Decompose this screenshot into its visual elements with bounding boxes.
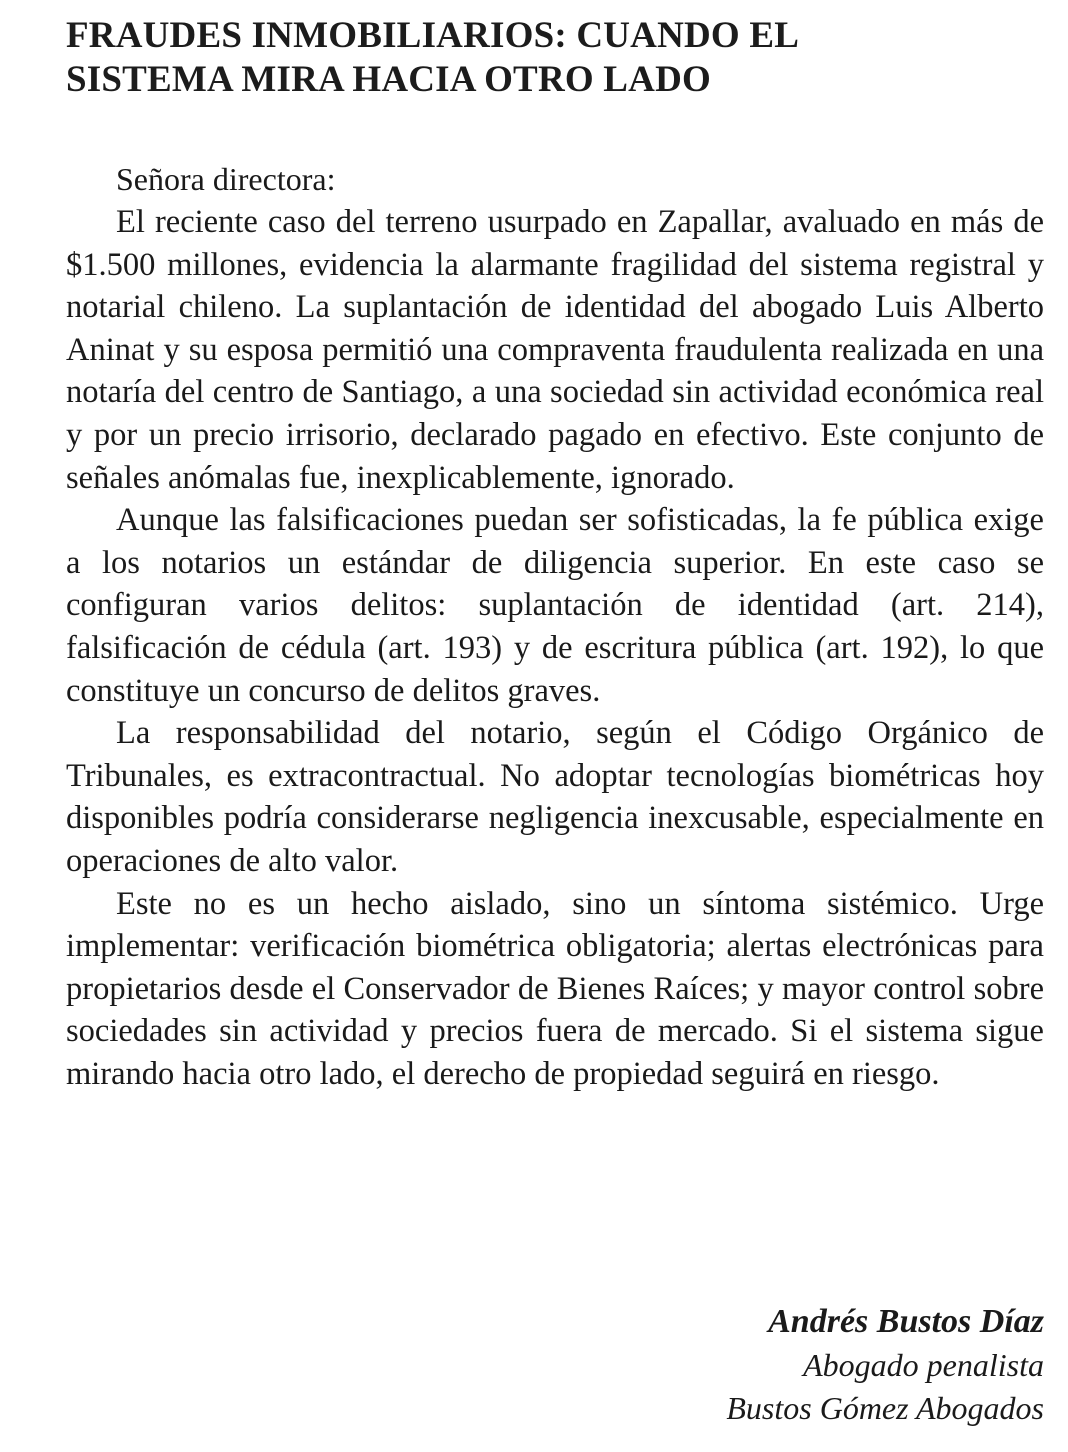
letter-title: FRAUDES INMOBILIARIOS: CUANDO EL SISTEMA MIRA HACIA OTRO LADO xyxy=(66,15,798,100)
letter xyxy=(66,14,1044,1095)
signature-firm: Bustos Gómez Abogados xyxy=(726,1390,1044,1426)
signature-name: Andrés Bustos Díaz xyxy=(768,1303,1044,1340)
salutation: Señora directora: xyxy=(116,161,336,197)
signature-block xyxy=(726,1300,1044,1430)
paragraph-1: El reciente caso del terreno usurpado en Zapallar, avaluado en más de $1.500 millones, evidencia la alarmante fragilidad del sistema registral y notarial chileno. La suplantación de identidad del abogado Luis Alberto Aninat y su esposa permitió una compraventa fraudulenta realizada en una notaría del centro de Santiago, a una sociedad sin actividad económica real y por un precio irrisorio, declarado pagado en efectivo. Este conjunto de señales anómalas fue, inexplicablemente, ignorado. xyxy=(66,204,1044,496)
signature-role: Abogado penalista xyxy=(803,1347,1044,1383)
paragraph-4: Este no es un hecho aislado, sino un síntoma sistémico. Urge implementar: verificación biométrica obligatoria; alertas electrónicas para propietarios desde el Conservador de Bienes Raíces; y mayor control sobre sociedades sin actividad y precios fuera de mercado. Si el sistema sigue mirando hacia otro lado, el derecho de propiedad seguirá en riesgo. xyxy=(66,885,1044,1092)
paragraph-3: La responsabilidad del notario, según el Código Orgánico de Tribunales, es extracontractual. No adoptar tecnologías biométricas hoy disponibles podría considerarse negligencia inexcusable, especialmente en operaciones de alto valor. xyxy=(66,715,1044,879)
paragraph-2: Aunque las falsificaciones puedan ser sofisticadas, la fe pública exige a los notarios un estándar de diligencia superior. En este caso se configuran varios delitos: suplantación de identidad (art. 214), falsificación de cédula (art. 193) y de escritura pública (art. 192), lo que constituye un concurso de delitos graves. xyxy=(66,502,1044,709)
